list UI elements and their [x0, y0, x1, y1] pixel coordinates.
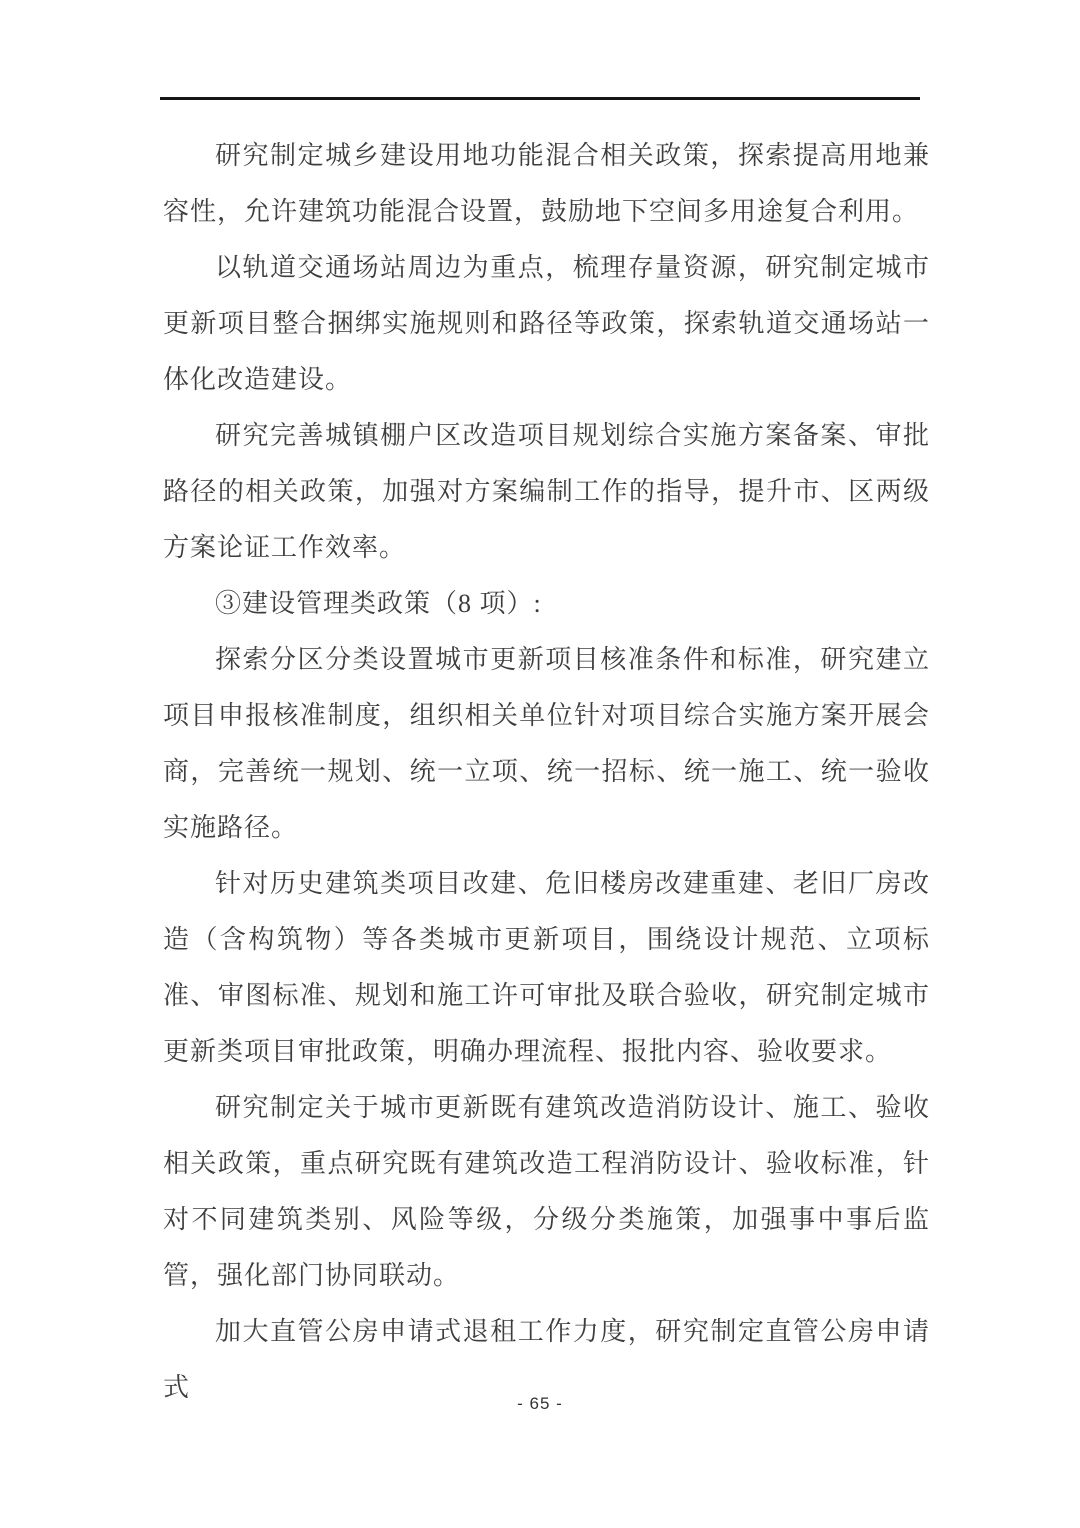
document-body-text [163, 128, 930, 1416]
paragraph: 研究制定城乡建设用地功能混合相关政策，探索提高用地兼容性，允许建筑功能混合设置，鼓励地下空间多用途复合利用。 [163, 141, 930, 226]
paragraph: 研究完善城镇棚户区改造项目规划综合实施方案备案、审批路径的相关政策，加强对方案编制工作的指导，提升市、区两级方案论证工作效率。 [163, 421, 930, 562]
page-number: - 65 - [517, 1394, 563, 1413]
paragraph: 加大直管公房申请式退租工作力度，研究制定直管公房申请式 [163, 1317, 930, 1402]
paragraph: 以轨道交通场站周边为重点，梳理存量资源，研究制定城市更新项目整合捆绑实施规则和路径等政策，探索轨道交通场站一体化改造建设。 [163, 253, 930, 394]
paragraph: 研究制定关于城市更新既有建筑改造消防设计、施工、验收相关政策，重点研究既有建筑改造工程消防设计、验收标准，针对不同建筑类别、风险等级，分级分类施策，加强事中事后监管，强化部门协同联动。 [163, 1093, 930, 1290]
paragraph: 针对历史建筑类项目改建、危旧楼房改建重建、老旧厂房改造（含构筑物）等各类城市更新项目，围绕设计规范、立项标准、审图标准、规划和施工许可审批及联合验收，研究制定城市更新类项目审批政策，明确办理流程、报批内容、验收要求。 [163, 869, 930, 1066]
paragraph: 探索分区分类设置城市更新项目核准条件和标准，研究建立项目申报核准制度，组织相关单位针对项目综合实施方案开展会商，完善统一规划、统一立项、统一招标、统一施工、统一验收实施路径。 [163, 645, 930, 842]
paragraph: ③建设管理类政策（8 项）: [215, 589, 542, 618]
header-rule [160, 97, 920, 100]
